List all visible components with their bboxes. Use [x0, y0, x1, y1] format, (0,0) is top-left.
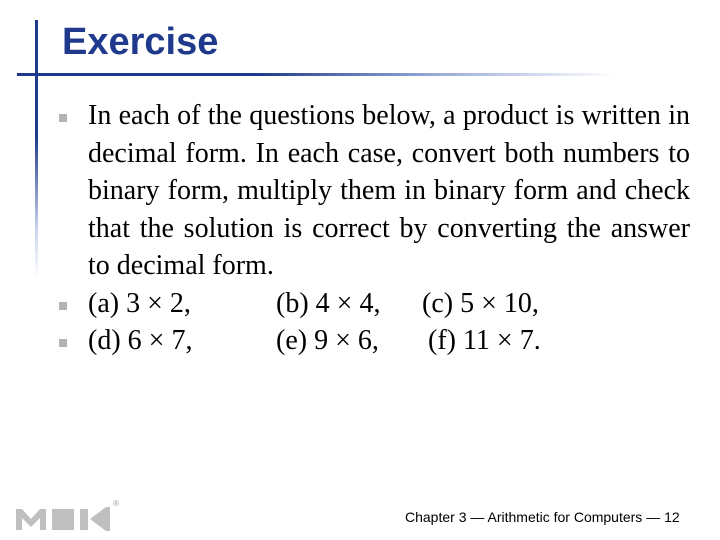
slide-title: Exercise	[62, 21, 219, 63]
exercise-d: (d) 6 × 7,	[88, 325, 193, 356]
bullet-square-icon	[59, 302, 67, 310]
registered-mark: ®	[113, 499, 119, 508]
bullet-item-row1	[58, 285, 690, 323]
accent-vertical-line	[35, 20, 38, 280]
intro-text: In each of the questions below, a product is written in decimal form. In each case, convert both numbers to binary form, multiply them in binary form and check that the solution is correct by converting the answer to decimal form.	[88, 100, 690, 281]
exercise-b: (b) 4 × 4,	[276, 287, 381, 319]
bullet-item-row2	[58, 322, 690, 360]
bullet-list	[58, 97, 690, 360]
exercise-c: (c) 5 × 10,	[422, 287, 539, 319]
exercise-row-2	[88, 322, 690, 360]
exercise-a: (a) 3 × 2,	[88, 287, 191, 319]
bullet-square-icon	[59, 114, 67, 122]
publisher-logo-icon	[14, 497, 124, 533]
accent-horizontal-line	[17, 73, 617, 76]
bullet-square-icon	[59, 339, 67, 347]
exercise-f: (f) 11 × 7.	[428, 325, 541, 356]
bullet-item-intro	[58, 97, 690, 285]
footer-chapter-label: Chapter 3 — Arithmetic for Computers — 12	[405, 509, 680, 525]
exercise-row-1	[88, 285, 690, 323]
exercise-e: (e) 9 × 6,	[276, 325, 379, 356]
